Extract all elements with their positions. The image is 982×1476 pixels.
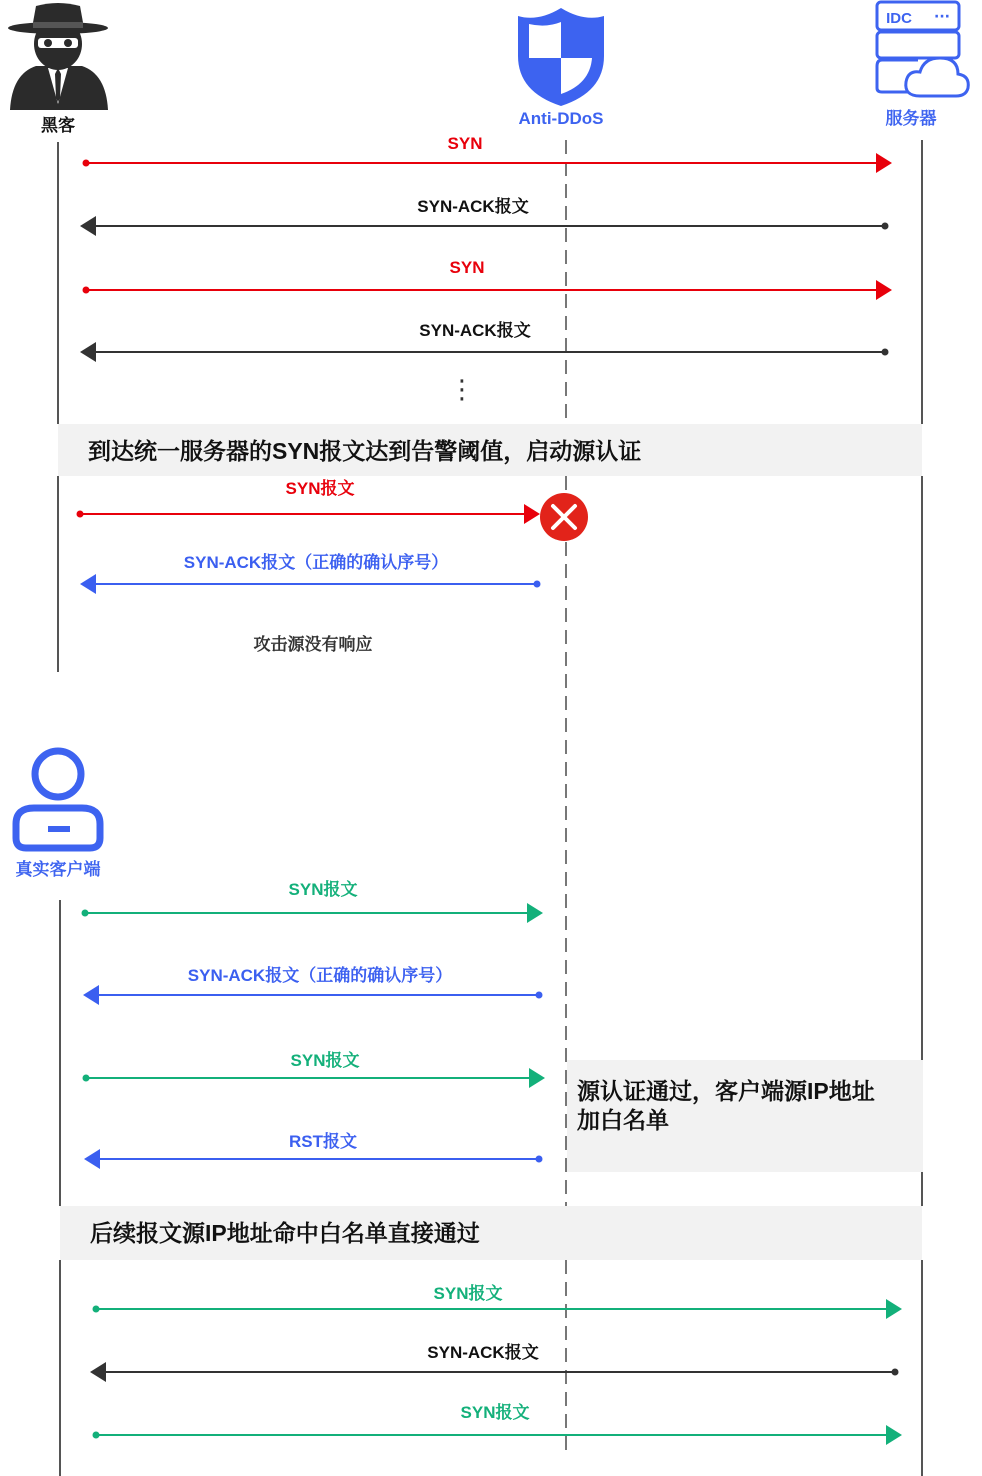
msg-white-syn-2: SYN报文 <box>460 1403 530 1422</box>
user-icon <box>16 751 100 848</box>
arrow-white-synack-origin <box>892 1369 899 1376</box>
whitelist-note: 后续报文源IP地址命中白名单直接通过 <box>90 1220 480 1246</box>
arrow-syn-1-origin <box>83 160 90 167</box>
arrow-synack-cookie-2-origin <box>536 992 543 999</box>
msg-rst: RST报文 <box>289 1132 357 1151</box>
msg-synack-2: SYN-ACK报文 <box>419 321 531 340</box>
arrow-synack-cookie-1-head <box>80 574 96 594</box>
arrow-rst-head <box>84 1149 100 1169</box>
msg-syn-3: SYN报文 <box>285 479 355 498</box>
arrow-white-syn-1-head <box>886 1299 902 1319</box>
msg-syn-1: SYN <box>447 134 483 153</box>
idc-badge: IDC <box>886 10 912 27</box>
arrow-synack-cookie-1-origin <box>534 581 541 588</box>
no-response-note: 攻击源没有响应 <box>253 635 373 654</box>
arrow-syn-3-head <box>524 504 540 524</box>
arrow-client-syn-2-origin <box>83 1075 90 1082</box>
client-label: 真实客户端 <box>15 860 101 879</box>
msg-synack-1: SYN-ACK报文 <box>417 197 529 216</box>
shield-icon <box>518 8 604 106</box>
arrow-syn-1-head <box>876 153 892 173</box>
msg-syn-2: SYN <box>449 258 485 277</box>
arrow-client-syn-1-head <box>527 903 543 923</box>
threshold-note: 到达统一服务器的SYN报文达到告警阈值，启动源认证 <box>88 438 642 464</box>
auth-pass-note-line2: 加白名单 <box>577 1107 669 1133</box>
arrow-white-syn-2-origin <box>93 1432 100 1439</box>
server-label: 服务器 <box>885 109 937 128</box>
arrow-synack-2-head <box>80 342 96 362</box>
arrow-client-syn-1-origin <box>82 910 89 917</box>
arrow-syn-3-origin <box>77 511 84 518</box>
anti-ddos-label: Anti-DDoS <box>518 109 604 128</box>
msg-white-synack: SYN-ACK报文 <box>427 1343 539 1362</box>
msg-synack-cookie-1: SYN-ACK报文（正确的确认序号） <box>183 553 449 572</box>
arrow-white-syn-1-origin <box>93 1306 100 1313</box>
server-dots: ··· <box>934 9 950 25</box>
hacker-icon <box>8 3 108 110</box>
arrow-synack-1-origin <box>882 223 889 230</box>
msg-white-syn-1: SYN报文 <box>433 1284 503 1303</box>
arrow-synack-2-origin <box>882 349 889 356</box>
arrow-syn-2-origin <box>83 287 90 294</box>
arrow-client-syn-2-head <box>529 1068 545 1088</box>
msg-synack-cookie-2: SYN-ACK报文（正确的确认序号） <box>187 966 453 985</box>
arrow-synack-cookie-2-head <box>83 985 99 1005</box>
ellipsis-mark: ⋮ <box>449 375 475 405</box>
arrow-white-syn-2-head <box>886 1425 902 1445</box>
hacker-label: 黑客 <box>41 116 75 135</box>
auth-pass-note-line1: 源认证通过，客户端源IP地址 <box>577 1078 875 1104</box>
arrow-synack-1-head <box>80 216 96 236</box>
arrow-white-synack-head <box>90 1362 106 1382</box>
msg-client-syn-1: SYN报文 <box>288 880 358 899</box>
arrow-rst-origin <box>536 1156 543 1163</box>
drop-icon <box>540 493 588 541</box>
arrow-syn-2-head <box>876 280 892 300</box>
msg-client-syn-2: SYN报文 <box>290 1051 360 1070</box>
